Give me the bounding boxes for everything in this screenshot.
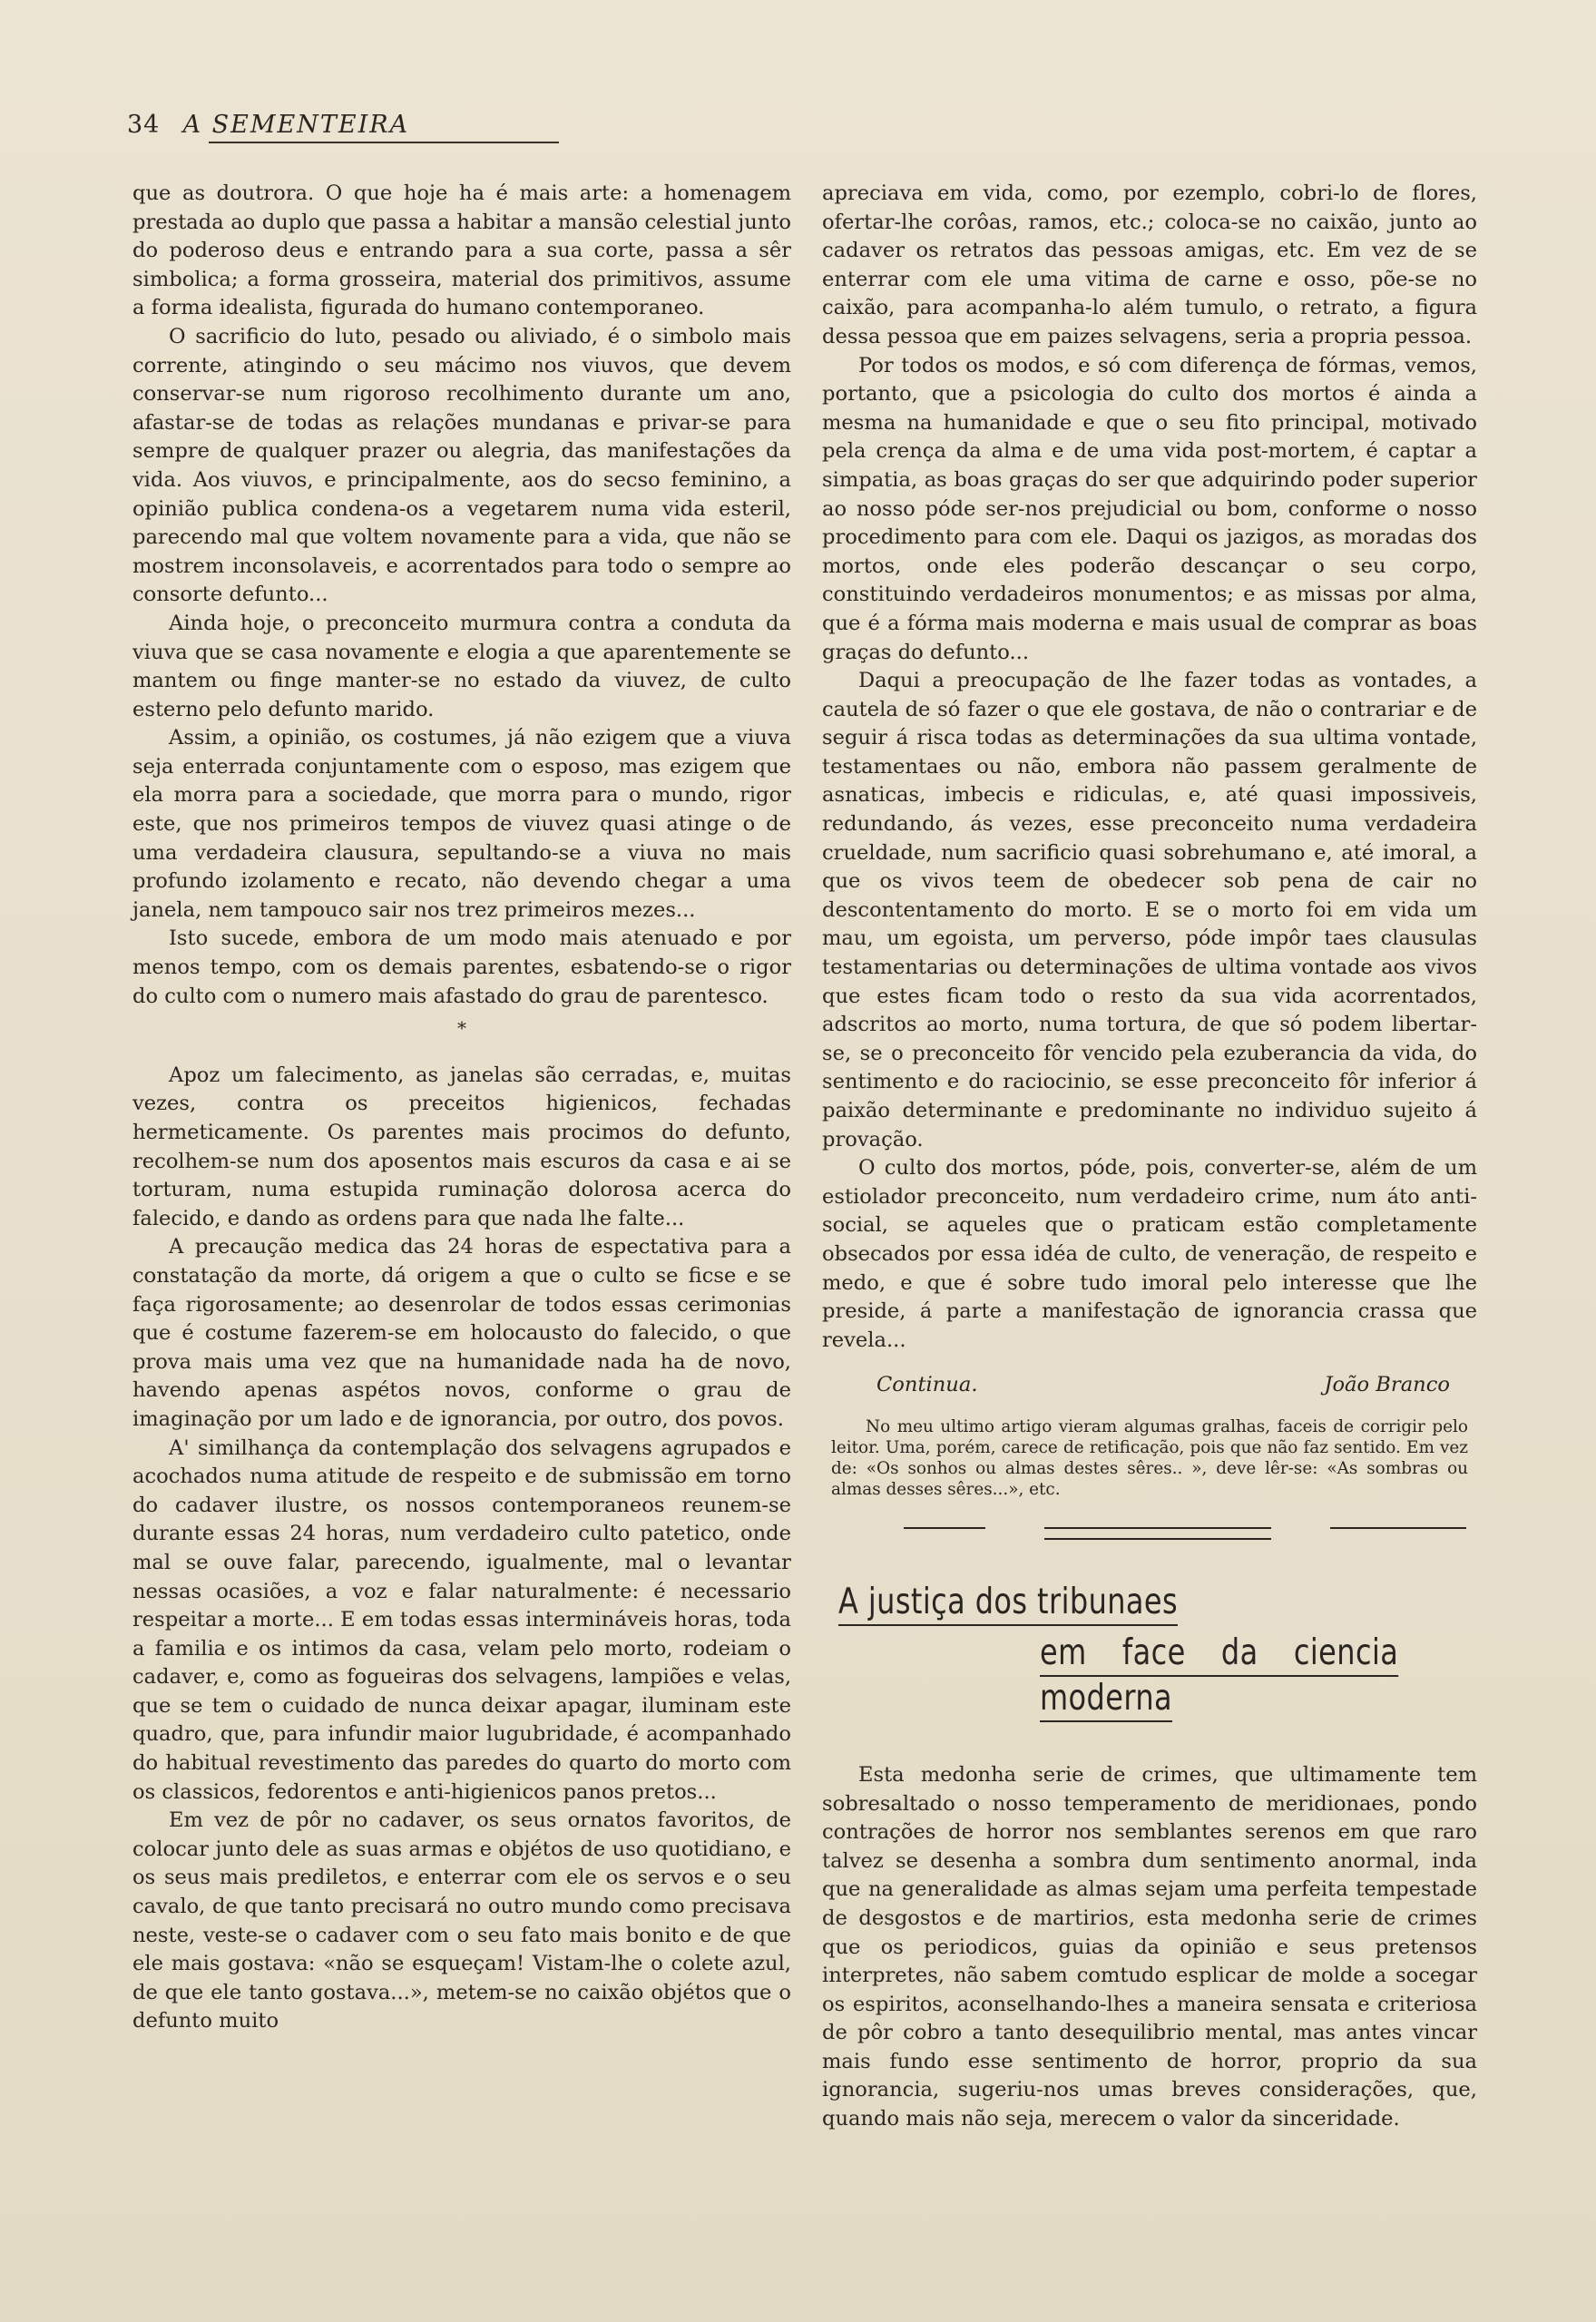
paragraph: O culto dos mortos, póde, pois, converter-se, além de um estiolador preconceito, num verdadeiro crime, num áto anti-social, se aqueles que o praticam estão completamente obsecados por essa idéa de culto, de veneração, de respeito e medo, e que é sobre tudo imoral pelo interesse que lhe preside, á parte a manifestação de ignorancia crassa que revela... <box>822 1156 1477 1352</box>
author-name: João Branco <box>1324 1373 1450 1397</box>
paragraph: A precaução medica das 24 horas de espectativa para a constatação da morte, dá origem a que o culto se ficse e se faça rigorosamente; ao desenrolar de todos essas cerimonias que é costume fazerem-se em holocausto do falecido, o que prova mais uma vez que na humanidade nada ha de novo, havendo apenas aspétos novos, conforme o grau de imaginação por um lado e de ignorancia, por outro, dos povos. <box>132 1235 791 1431</box>
paragraph: Esta medonha serie de crimes, que ultimamente tem sobresaltado o nosso temperamento de meridionaes, pondo contrações de horror nos semblantes serenos em que raro talvez se desenha a sombra dum sentimento anormal, inda que na generalidade as almas sejam uma perfeita tempestade de desgostos e de martirios, esta medonha serie de crimes que os periodicos, guias da opinião e seus pretensos interpretes, não sabem comtudo esplicar de molde a socegar os espiritos, aconselhando-lhes a maneira sensata e criteriosa de pôr cobro a tanto desequilibrio mental, mas antes vincar mais fundo esse sentimento de horror, proprio da sua ignorancia, sugeriu-nos umas breves considerações, que, quando mais não seja, merecem o valor da sinceridade. <box>822 1762 1477 2131</box>
paragraph: Isto sucede, embora de um modo mais atenuado e por menos tempo, com os demais parentes, esbatendo-se o rigor do culto com o numero mais afastado do grau de parentesco. <box>132 926 791 1008</box>
footnote-text: No meu ultimo artigo vieram algumas gralhas, faceis de corrigir pelo leitor. Uma, porém, carece de retificação, pois que não faz sentido. Em vez de: «Os sonhos ou almas destes sêres.. », deve lêr-se: «As sombras ou almas desses sêres...», etc. <box>831 1416 1468 1499</box>
headline-line-2: em face da ciencia moderna <box>1040 1632 1398 1722</box>
paragraph: Daqui a preocupação de lhe fazer todas as vontades, a cautela de só fazer o que ele gostava, de não o contrariar e de seguir á risca todas as determinações da sua ultima vontade, testamentaes ou não, embora não passem geralmente de asnaticas, imbecis e ridiculas, e, até quasi impossiveis, redundando, ás vezes, esse preconceito numa verdadeira crueldade, num sacrificio quasi sobrehumano e, até imoral, a que os vivos teem de obedecer sob pena de cair no descontentamento do morto. E se o morto foi em vida um mau, um egoista, um perverso, póde impôr taes clausulas testamentarias ou determinações de ultima vontade aos vivos que estes ficam todo o resto da sua vida acorrentados, adscritos ao morto, numa tortura, de que só podem libertar-se, se o preconceito fôr vencido pela ezuberancia da vida, do sentimento e do raciocinio, se esse preconceito fôr inferior á paixão determinante e predominante no individuo sujeito á provação. <box>822 669 1477 1151</box>
page-header <box>127 111 436 147</box>
left-column <box>132 180 791 2036</box>
paragraph: Apoz um falecimento, as janelas são cerradas, e, muitas vezes, contra os preceitos higienicos, fechadas hermeticamente. Os parentes mais procimos do defunto, recolhem-se num dos aposentos mais escuros da casa e ai se torturam, numa estupida ruminação dolorosa acerca do falecido, e dando as ordens para que nada lhe falte... <box>132 1063 791 1230</box>
divider-line <box>1044 1538 1271 1540</box>
paragraph: A' similhança da contemplação dos selvagens agrupados e acochados numa atitude de respeito e de submissão em torno do cadaver ilustre, os nossos contemporaneos reunem-se durante essas 24 horas, num verdadeiro culto patetico, onde mal se ouve falar, parecendo, igualmente, mal o levantar nessas ocasiões, a voz e falar naturalmente: é necessario respeitar a morte... E em todas essas intermináveis horas, toda a familia e os intimos da casa, velam pelo morto, rodeiam o cadaver, e, como as fogueiras dos selvagens, lampiões e velas, que se tem o cuidado de nunca deixar apagar, iluminam este quadro, que, para infundir maior lugubridade, é acompanhado do habitual revestimento das paredes do quarto do morto com os classicos, fedorentos e anti-higienicos panos pretos... <box>132 1435 791 1804</box>
footnote <box>831 1416 1468 1500</box>
divider-line <box>1044 1527 1271 1529</box>
divider-line <box>904 1527 985 1529</box>
continua-label: Continua. <box>876 1373 978 1397</box>
page-number: 34 <box>127 111 161 139</box>
article-subheadline <box>1040 1631 1398 1721</box>
paragraph: Ainda hoje, o preconceito murmura contra a conduta da viuva que se casa novamente e elogia a que aparentemente se mantem ou finge manter-se no estado da viuvez, de culto esterno pelo defunto marido. <box>132 611 791 721</box>
headline-line-1: A justiça dos tribunaes <box>838 1582 1178 1626</box>
paragraph: Em vez de pôr no cadaver, os seus ornatos favoritos, de colocar junto dele as suas armas e objétos de uso quotidiano, e os seus mais prediletos, e enterrar com ele os servos e o seu cavalo, de que tanto precisará no outro mundo como precisava neste, veste-se o cadaver com o seu fato mais bonito e de que ele mais gostava: «não se esqueçam! Vistam-lhe o colete azul, de que ele tanto gostava...», metem-se no caixão objétos que o defunto muito <box>132 1808 791 2033</box>
paragraph: Assim, a opinião, os costumes, já não ezigem que a viuva seja enterrada conjuntamente com o esposo, mas ezigem que ela morra para a sociedade, que morra para o mundo, rigor este, que nos primeiros tempos de viuvez quasi atinge o de uma verdadeira clausura, sepultando-se a viuva no mais profundo izolamento e recato, não devendo chegar a uma janela, nem tampouco sair nos trez primeiros mezes... <box>132 726 791 922</box>
article-headline <box>838 1580 1362 1625</box>
section-rules <box>822 1518 1477 1558</box>
header-rule <box>209 142 559 143</box>
publication-title: A SEMENTEIRA <box>182 111 410 139</box>
paragraph: apreciava em vida, como, por ezemplo, cobri-lo de flores, ofertar-lhe corôas, ramos, etc.; coloca-se no caixão, junto ao cadaver os retratos das pessoas amigas, etc. Em vez de se enterrar com ele uma vitima de carne e osso, põe-se no caixão, para acompanha-lo além tumulo, o retrato, a figura dessa pessoa que em paizes selvagens, seria a propria pessoa. <box>822 181 1477 348</box>
paragraph: O sacrificio do luto, pesado ou aliviado, é o simbolo mais corrente, atingindo o seu mácimo nos viuvos, que devem conservar-se num rigoroso recolhimento durante um ano, afastar-se de todas as relações mundanas e privar-se para sempre de qualquer prazer ou alegria, das manifestações da vida. Aos viuvos, e principalmente, aos do secso feminino, a opinião publica condena-os a vegetarem numa vida esteril, parecendo mal que voltem novamente para a vida, que não se mostrem inconsolaveis, e acorrentados para todo o sempre ao consorte defunto... <box>132 324 791 607</box>
paragraph: que as doutrora. O que hoje ha é mais arte: a homenagem prestada ao duplo que passa a habitar a mansão celestial junto do poderoso deus e entrando para a sua corte, passa a sêr simbolica; a forma grosseira, material dos primitivos, assume a forma idealista, figurada do humano contemporaneo. <box>132 181 791 320</box>
article-signature <box>876 1371 1450 1400</box>
right-column <box>822 180 1477 2134</box>
section-separator: * <box>457 1017 466 1040</box>
paragraph: Por todos os modos, e só com diferença de fórmas, vemos, portanto, que a psicologia do culto dos mortos é ainda a mesma na humanidade e que o seu fito principal, motivado pela crença da alma e de uma vida post-mortem, é captar a simpatia, as boas graças do ser que adquirindo poder superior ao nosso póde ser-nos prejudicial ou bom, conforme o nosso procedimento para com ele. Daqui os jazigos, as moradas dos mortos, onde eles poderão descançar o seu corpo, constituindo verdadeiros monumentos; e as missas por alma, que é a fórma mais moderna e mais usual de comprar as boas graças do defunto... <box>822 353 1477 664</box>
divider-line <box>1330 1527 1466 1529</box>
